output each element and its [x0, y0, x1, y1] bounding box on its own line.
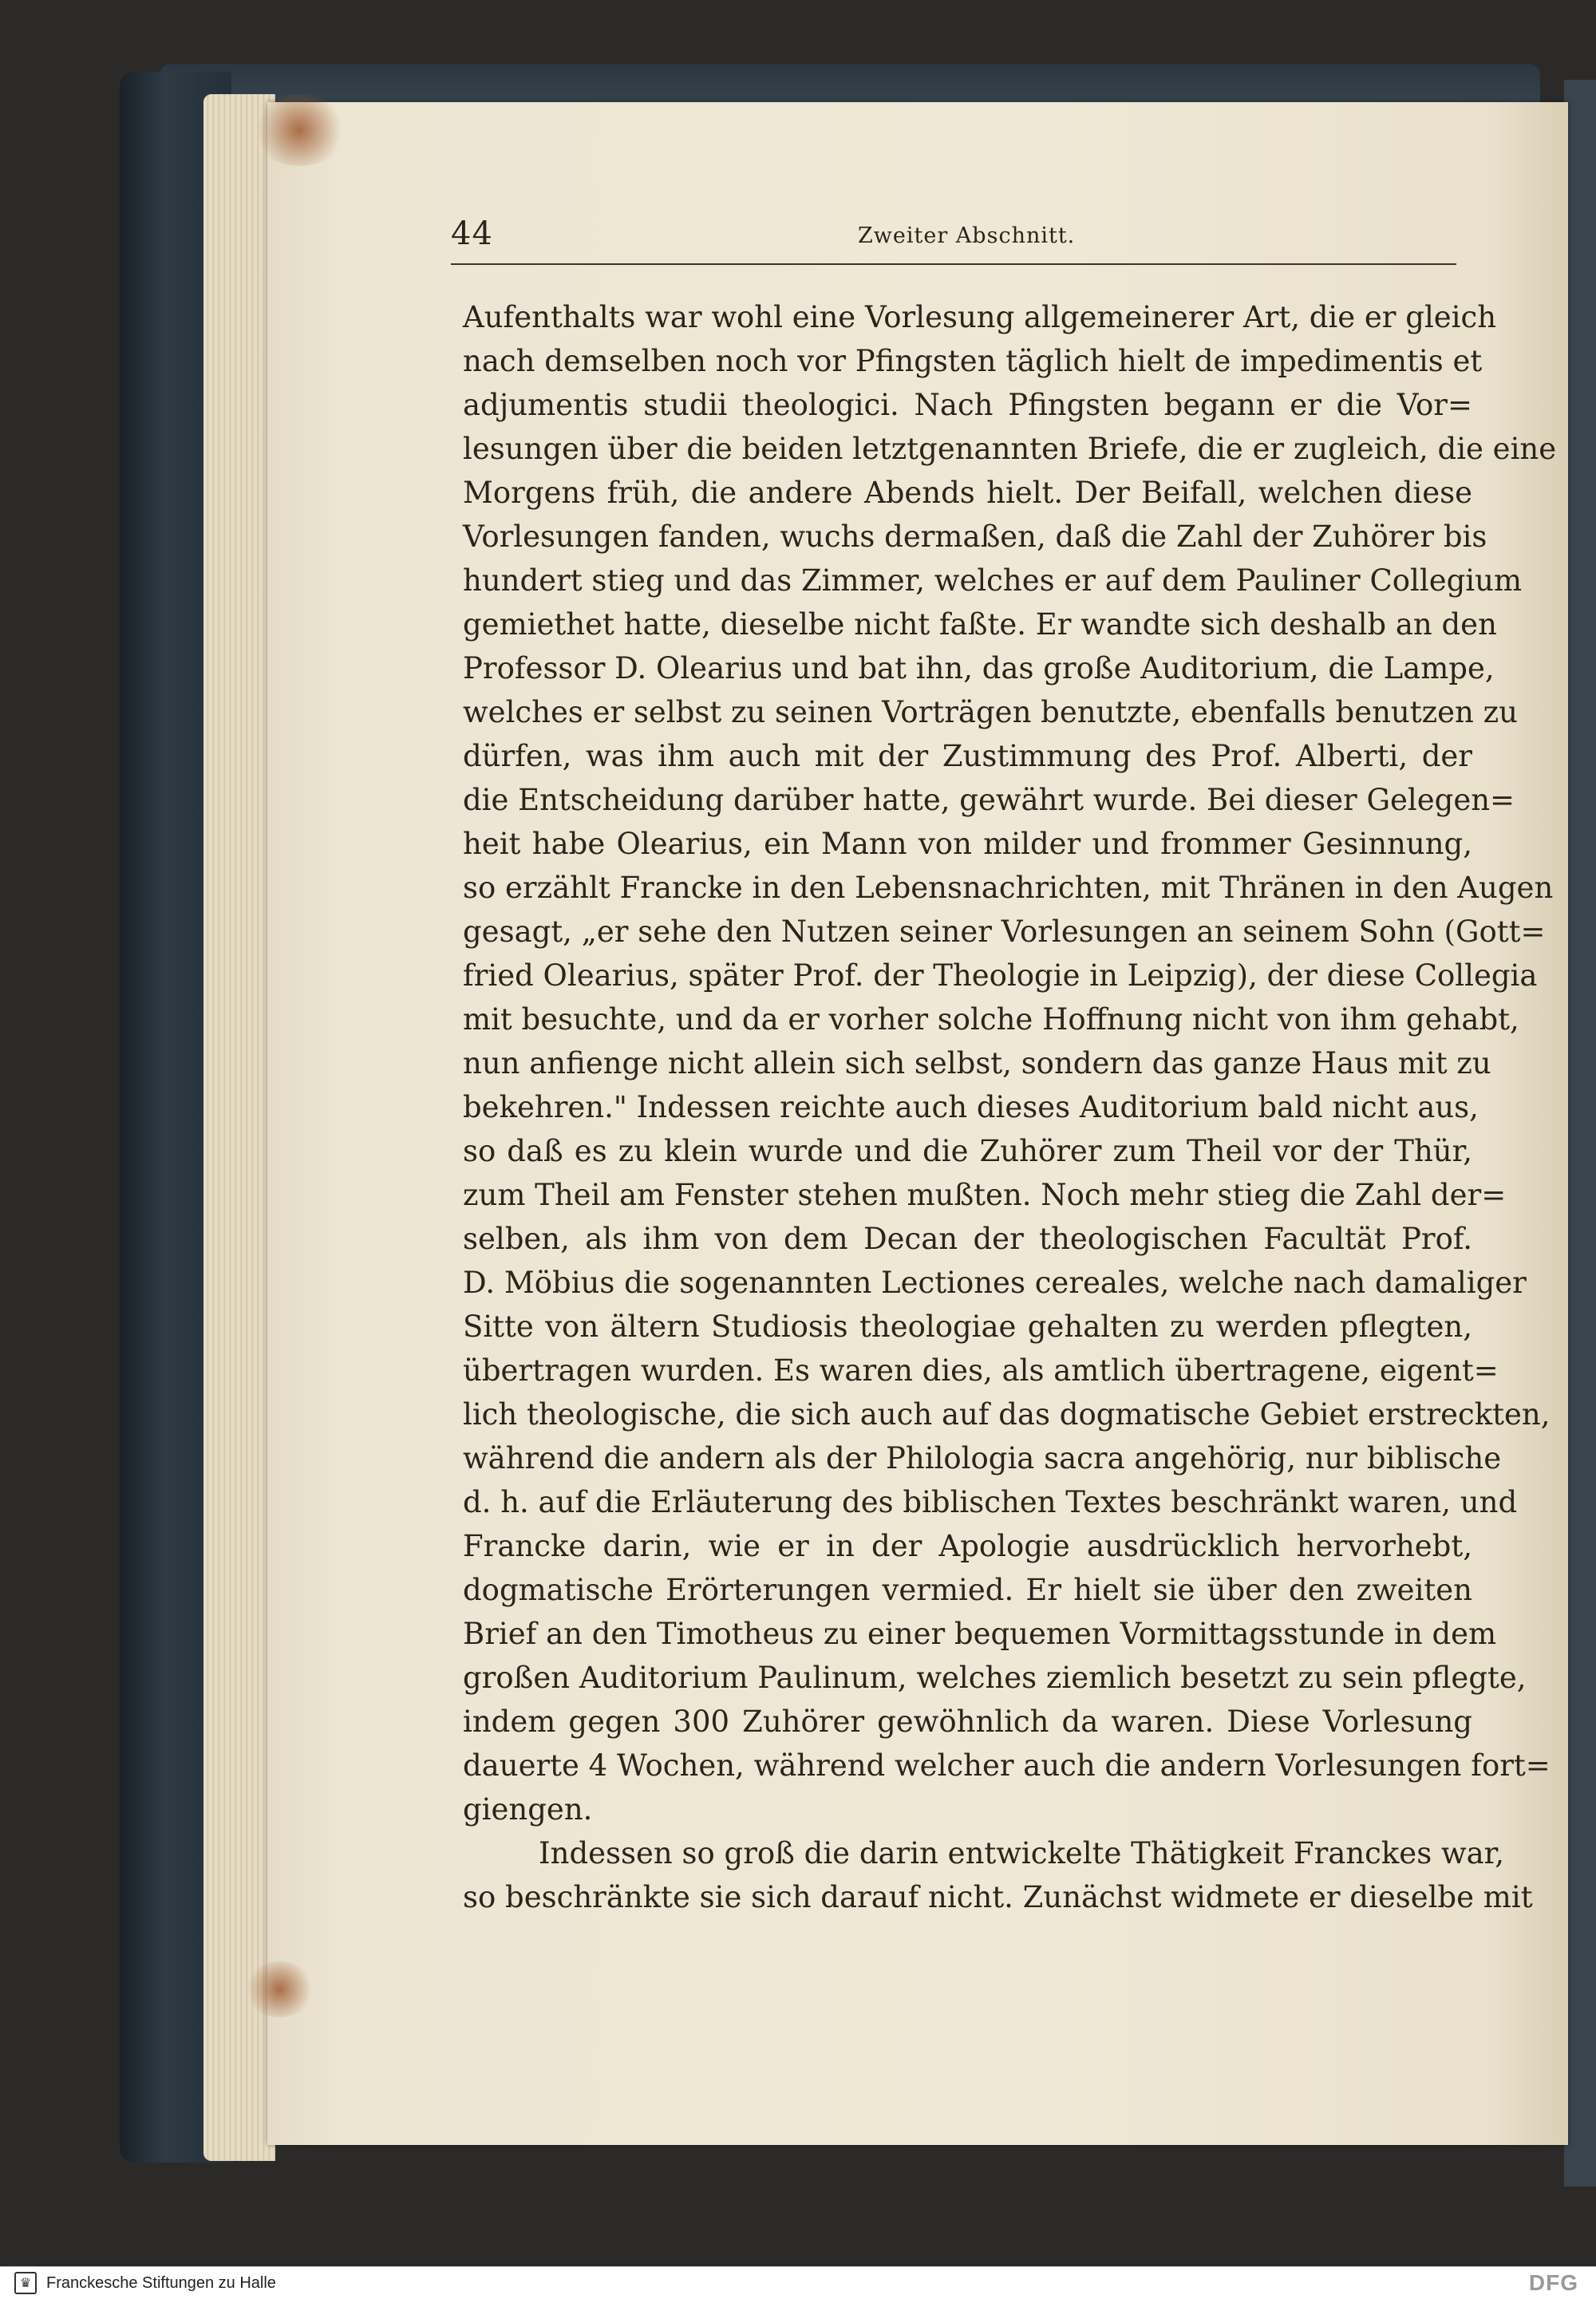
text-line: selben, als ihm von dem Decan der theologischen Facultät Prof.: [463, 1222, 1472, 1256]
text-line: übertragen wurden. Es waren dies, als amtlich übertragene, eigent=: [463, 1353, 1499, 1388]
text-line: die Entscheidung darüber hatte, gewährt wurde. Bei dieser Gelegen=: [463, 783, 1515, 817]
text-line: welches er selbst zu seinen Vorträgen benutzte, ebenfalls benutzen zu: [463, 695, 1518, 729]
text-line: d. h. auf die Erläuterung des biblischen Textes beschränkt waren, und: [463, 1485, 1518, 1519]
text-line: Sitte von ältern Studiosis theologiae gehalten zu werden pflegten,: [463, 1309, 1472, 1344]
text-line: dürfen, was ihm auch mit der Zustimmung des Prof. Alberti, der: [463, 739, 1472, 773]
running-head: Zweiter Abschnitt.: [858, 223, 1076, 248]
text-line: adjumentis studii theologici. Nach Pfingsten begann er die Vor=: [463, 388, 1472, 422]
dfg-logo: DFG: [1528, 2270, 1578, 2295]
text-line: heit habe Olearius, ein Mann von milder und frommer Gesinnung,: [463, 827, 1472, 861]
text-line: so erzählt Francke in den Lebensnachrichten, mit Thränen in den Augen: [463, 871, 1554, 905]
text-line: Francke darin, wie er in der Apologie ausdrücklich hervorhebt,: [463, 1529, 1472, 1563]
text-line: D. Möbius die sogenannten Lectiones cereales, welche nach damaliger: [463, 1266, 1527, 1300]
page-number: 44: [451, 215, 493, 252]
text-line: während die andern als der Philologia sacra angehörig, nur biblische: [463, 1441, 1502, 1475]
page-stack-edges: [203, 94, 275, 2161]
text-line: so beschränkte sie sich darauf nicht. Zunächst widmete er dieselbe mit: [463, 1880, 1533, 1914]
foxing-stain: [243, 1961, 315, 2017]
text-line: Brief an den Timotheus zu einer bequemen Vormittagsstunde in dem: [463, 1617, 1497, 1651]
text-line: Aufenthalts war wohl eine Vorlesung allgemeinerer Art, die er gleich: [463, 300, 1497, 334]
body-text: [463, 295, 1557, 1919]
text-line: gesagt, „er sehe den Nutzen seiner Vorlesungen an seinem Sohn (Gott=: [463, 914, 1546, 949]
text-line: lich theologische, die sich auch auf das dogmatische Gebiet erstreckten,: [463, 1397, 1551, 1432]
text-line: bekehren." Indessen reichte auch dieses Auditorium bald nicht aus,: [463, 1090, 1479, 1124]
viewer-footer: [0, 2266, 1596, 2299]
text-line: zum Theil am Fenster stehen mußten. Noch mehr stieg die Zahl der=: [463, 1178, 1507, 1212]
text-line: Morgens früh, die andere Abends hielt. Der Beifall, welchen diese: [463, 476, 1472, 510]
text-line: nun anfienge nicht allein sich selbst, sondern das ganze Haus mit zu: [463, 1046, 1491, 1080]
text-line: hundert stieg und das Zimmer, welches er auf dem Pauliner Collegium: [463, 563, 1523, 598]
text-line: giengen.: [463, 1792, 593, 1827]
text-line: fried Olearius, später Prof. der Theologie in Leipzig), der diese Collegia: [463, 958, 1538, 993]
text-line: großen Auditorium Paulinum, welches ziemlich besetzt zu sein pflegte,: [463, 1661, 1527, 1695]
paragraph-start-line: Indessen so groß die darin entwickelte Thätigkeit Franckes war,: [539, 1836, 1505, 1870]
text-line: indem gegen 300 Zuhörer gewöhnlich da waren. Diese Vorlesung: [463, 1704, 1472, 1739]
text-line: lesungen über die beiden letztgenannten Briefe, die er zugleich, die eine: [463, 432, 1557, 466]
page-header: [451, 215, 1456, 265]
text-line: dauerte 4 Wochen, während welcher auch die andern Vorlesungen fort=: [463, 1748, 1551, 1783]
text-line: Vorlesungen fanden, wuchs dermaßen, daß die Zahl der Zuhörer bis: [463, 519, 1487, 554]
text-line: so daß es zu klein wurde und die Zuhörer zum Theil vor der Thür,: [463, 1134, 1472, 1168]
text-line: gemiethet hatte, dieselbe nicht faßte. Er wandte sich deshalb an den: [463, 607, 1497, 642]
text-line: dogmatische Erörterungen vermied. Er hielt sie über den zweiten: [463, 1573, 1472, 1607]
text-line: Professor D. Olearius und bat ihn, das große Auditorium, die Lampe,: [463, 651, 1495, 685]
text-line: nach demselben noch vor Pfingsten täglich hielt de impedimentis et: [463, 344, 1483, 378]
foxing-stain: [251, 94, 347, 166]
text-line: mit besuchte, und da er vorher solche Hoffnung nicht von ihm gehabt,: [463, 1002, 1519, 1037]
institution-logo-icon: ♛: [14, 2272, 37, 2294]
book-cover-right-edge: [1564, 80, 1596, 2186]
institution-name: Franckesche Stiftungen zu Halle: [46, 2274, 276, 2292]
